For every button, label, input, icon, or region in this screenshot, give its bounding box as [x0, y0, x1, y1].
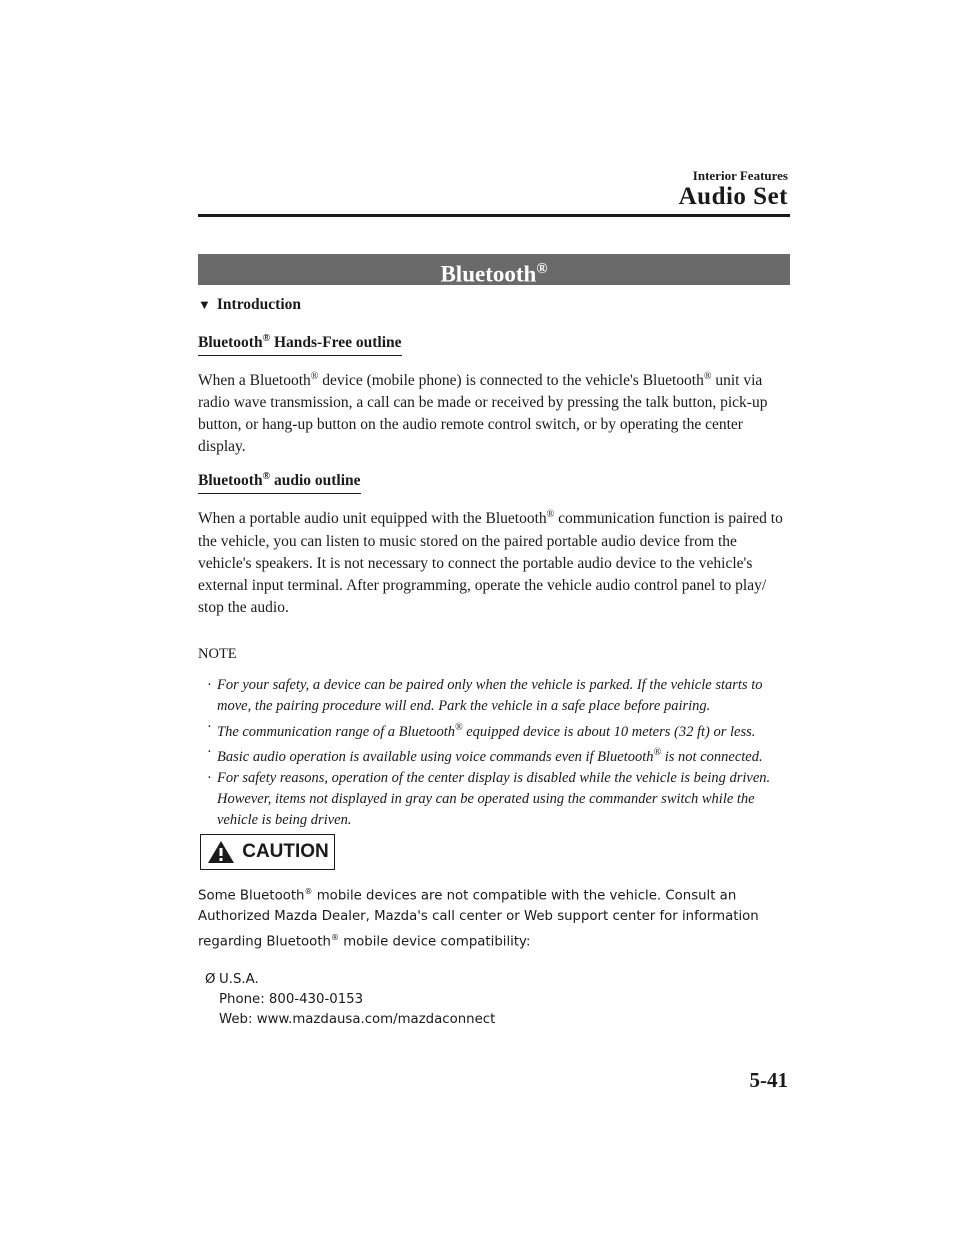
intro-heading-text: Introduction — [216, 296, 301, 313]
intro-heading — [198, 294, 790, 316]
registered-mark: ® — [330, 933, 339, 943]
registered-mark: ® — [262, 471, 271, 483]
audio-title — [198, 466, 361, 494]
chapter-title: Audio Set — [678, 183, 788, 210]
page-number: 5-41 — [749, 1068, 788, 1092]
registered-mark: ® — [653, 747, 662, 759]
registered-mark: ® — [304, 887, 313, 896]
arrow-bullet-icon: Ø — [205, 972, 216, 987]
registered-mark: ® — [310, 371, 319, 383]
warning-triangle-icon — [206, 839, 236, 865]
bullet: · — [207, 718, 212, 735]
handsfree-title — [198, 328, 402, 356]
bullet: · — [207, 676, 212, 693]
registered-mark: ® — [536, 261, 548, 277]
caution-label — [200, 834, 335, 870]
handsfree-p2: device (mobile phone) is connected to the vehicle's Bluetooth — [318, 372, 704, 390]
note-item-2b: equipped device is about 10 meters (32 ft) or less. — [462, 723, 756, 740]
note-title: NOTE — [198, 645, 237, 662]
handsfree-title-a: Bluetooth — [198, 334, 263, 352]
note-item-3b: is not connected. — [661, 749, 763, 766]
registered-mark: ® — [455, 721, 463, 733]
main-content — [198, 294, 790, 831]
list-item — [198, 742, 790, 768]
registered-mark: ® — [703, 371, 712, 383]
contact-phone: Phone: 800-430-0153 — [219, 992, 364, 1007]
handsfree-p1: When a Bluetooth — [198, 372, 311, 390]
handsfree-paragraph — [198, 366, 790, 458]
audio-paragraph — [198, 504, 790, 618]
audio-title-b: audio outline — [270, 472, 361, 490]
note-list — [198, 675, 790, 832]
caution-text-b: mobile devices are not compatible with the vehicle. Consult an Authorized Mazda Dealer, Mazda's call center or Web support center for information regarding Bluetooth — [198, 888, 759, 950]
registered-mark: ® — [546, 509, 555, 521]
audio-p2: communication function is paired to the vehicle, you can listen to music stored on the paired portable audio device from the vehicle's speakers. It is not necessary to connect the portable audio device to the vehicle's external input terminal. After programming, operate the vehicle audio control panel to play/ stop the audio. — [198, 510, 783, 616]
list-item — [198, 768, 790, 831]
contact-region — [205, 970, 495, 990]
banner-title: Bluetooth — [440, 261, 537, 287]
audio-title-a: Bluetooth — [198, 472, 263, 490]
list-item — [198, 675, 790, 717]
triangle-down-icon: ▼ — [198, 297, 211, 312]
note-item-1: For your safety, a device can be paired only when the vehicle is parked. If the vehicle starts to move, the pairing procedure will end. Park the vehicle in a safe place before pairing. — [217, 676, 763, 714]
region-text: U.S.A. — [219, 972, 259, 987]
section-label: Interior Features — [692, 168, 788, 183]
note-item-3a: Basic audio operation is available using voice commands even if Bluetooth — [217, 749, 654, 766]
note-item-4: For safety reasons, operation of the center display is disabled while the vehicle is being driven. However, items not displayed in gray can be operated using the commander switch while the vehicle is being driven. — [217, 770, 771, 829]
caution-text-a: Some Bluetooth — [198, 888, 305, 904]
audio-p1: When a portable audio unit equipped with the Bluetooth — [198, 510, 547, 528]
caution-body — [198, 881, 790, 953]
header-rule — [198, 214, 790, 217]
bullet: · — [207, 744, 212, 761]
contact-web: Web: www.mazdausa.com/mazdaconnect — [219, 1012, 496, 1027]
contact-block — [205, 970, 495, 1030]
bullet: · — [207, 770, 212, 787]
registered-mark: ® — [262, 333, 271, 344]
caution-text-c: mobile device compatibility: — [338, 934, 531, 950]
section-banner — [198, 254, 790, 285]
note-item-2a: The communication range of a Bluetooth — [217, 723, 456, 740]
list-item — [198, 717, 790, 743]
caution-text: CAUTION — [242, 841, 329, 862]
handsfree-title-b: Hands-Free outline — [270, 334, 402, 352]
handsfree-p3: unit via radio wave transmission, a call can be made or received by pressing the talk button, pick-up button, or hang-up button on the audio remote control switch, or by operating the center display. — [198, 372, 768, 456]
